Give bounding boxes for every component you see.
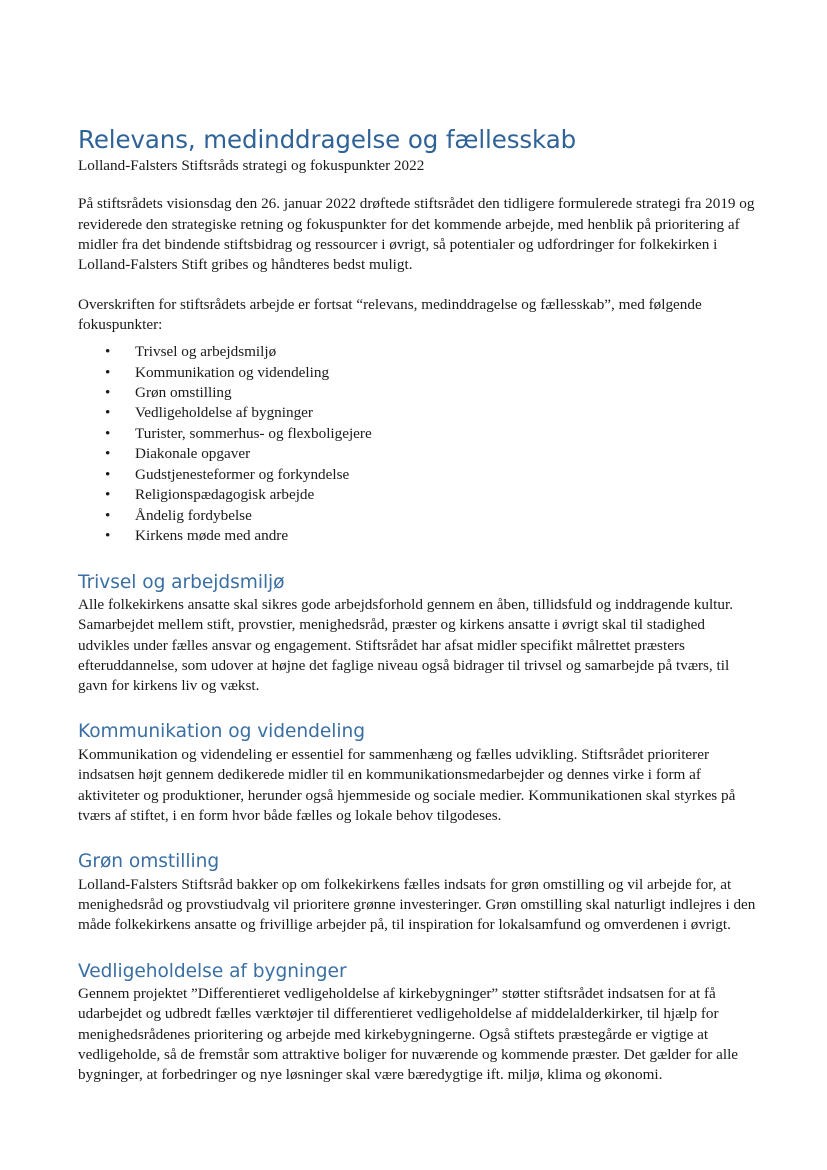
section-body: Alle folkekirkens ansatte skal sikres gode arbejdsforhold gennem en åben, tillidsfuld og inddragende kultur. Samarbejdet mellem stift, provstier, menighedsråd, præster og kirkens ansatte i øvrigt skal til stadighed udvikles under fælles ansvar og engagement. Stiftsrådet har afsat midler specifikt målrettet præsters efteruddannelse, som udover at højne det faglige niveau også bidrager til trivsel og samarbejde på tværs, til gavn for kirkens liv og vækst. (78, 596, 734, 695)
list-intro-paragraph: Overskriften for stiftsrådets arbejde er fortsat “relevans, medinddragelse og fællesskab”, med følgende fokuspunkter: (78, 295, 702, 333)
list-item-label: Turister, sommerhus- og flexboligejere (135, 424, 372, 442)
spacer (78, 547, 756, 572)
list-item-label: Trivsel og arbejdsmiljø (135, 343, 277, 361)
focus-points-list (78, 342, 756, 546)
list-item (78, 444, 756, 464)
section-vedligeholdelse-af-bygninger (78, 961, 756, 1086)
bullet-icon: • (105, 445, 111, 463)
section-gron-omstilling (78, 851, 756, 935)
bullet-icon: • (105, 465, 111, 483)
bullet-icon: • (105, 384, 111, 401)
list-item (78, 383, 756, 403)
section-body: Gennem projektet ”Differentieret vedligeholdelse af kirkebygninger” støtter stiftsrådet indsatsen for at få udarbejdet og udbredt fælles værktøjer til differentieret vedligeholdelse af middelalderkirker, til hjælp for menighedsrådenes prioritering og arbejde med kirkebygningerne. Også stiftets præstegårde er vigtige at vedligeholde, så de fremstår som attraktive boliger for nuværende og kommende præster. Det gælder for alle bygninger, at forbedringer og nye løsninger skal være bæredygtige ift. miljø, klima og økonomi. (78, 985, 739, 1084)
list-item-label: Åndelig fordybelse (135, 506, 252, 524)
bullet-icon: • (105, 404, 111, 422)
section-heading: Vedligeholdelse af bygninger (78, 960, 347, 982)
intro-paragraph: På stiftsrådets visionsdag den 26. januar 2022 drøftede stiftsrådet den tidligere formulerede strategi fra 2019 og reviderede den strategiske retning og fokuspunkter for det kommende arbejde, med henblik på prioritering af midler fra det bindende stiftsbidrag og ressourcer i øvrigt, så potentialer og udfordringer for folkekirken i Lolland-Falsters Stift gribes og håndteres bedst muligt. (78, 195, 755, 274)
section-kommunikation-og-videndeling (78, 721, 756, 826)
list-item-label: Grøn omstilling (135, 384, 232, 401)
bullet-icon: • (105, 424, 111, 442)
list-item (78, 424, 756, 444)
document-subtitle: Lolland-Falsters Stiftsråds strategi og fokuspunkter 2022 (78, 157, 425, 175)
list-item (78, 506, 756, 526)
bullet-icon: • (105, 527, 111, 545)
spacer (78, 175, 756, 194)
bullet-icon: • (105, 486, 111, 504)
spacer (78, 276, 756, 295)
spacer (78, 696, 756, 721)
list-item (78, 526, 756, 546)
spacer (78, 936, 756, 961)
section-heading: Grøn omstilling (78, 851, 220, 873)
list-item-label: Religionspædagogisk arbejde (135, 486, 315, 504)
list-item-label: Gudstjenesteformer og forkyndelse (135, 465, 350, 483)
spacer (78, 826, 756, 851)
list-item-label: Kommunikation og videndeling (135, 363, 330, 381)
list-item (78, 485, 756, 505)
section-body: Kommunikation og videndeling er essentiel for sammenhæng og fælles udvikling. Stiftsrådet prioriterer indsatsen højt gennem dedikerede midler til en kommunikationsmedarbejder og dennes virke i form af aktiviteter og produktioner, herunder også hjemmeside og sociale medier. Kommunikationen skal styrkes på tværs af stiftet, i en form hvor både fælles og lokale behov tilgodeses. (78, 746, 736, 824)
list-item (78, 403, 756, 423)
page-title: Relevans, medinddragelse og fællesskab (78, 125, 577, 154)
list-item (78, 465, 756, 485)
bullet-icon: • (105, 343, 111, 361)
bullet-icon: • (105, 506, 111, 524)
section-body: Lolland-Falsters Stiftsråd bakker op om folkekirkens fælles indsats for grøn omstilling og vil arbejde for, at menighedsråd og provstiudvalg vil prioritere grønne investeringer. Grøn omstilling skal naturligt indlejres i den måde folkekirkens ansatte og frivillige arbejder på, til inspiration for lokalsamfund og omverdenen i øvrigt. (78, 875, 756, 934)
list-item-label: Kirkens møde med andre (135, 527, 289, 545)
list-item (78, 342, 756, 362)
section-heading: Trivsel og arbejdsmiljø (78, 571, 285, 593)
spacer (78, 335, 756, 342)
list-item-label: Vedligeholdelse af bygninger (135, 404, 313, 422)
list-item (78, 363, 756, 383)
list-item-label: Diakonale opgaver (135, 445, 251, 463)
section-heading: Kommunikation og videndeling (78, 721, 366, 743)
document-content (78, 126, 756, 1086)
bullet-icon: • (105, 363, 111, 381)
section-trivsel-og-arbejdsmiljo (78, 572, 756, 697)
